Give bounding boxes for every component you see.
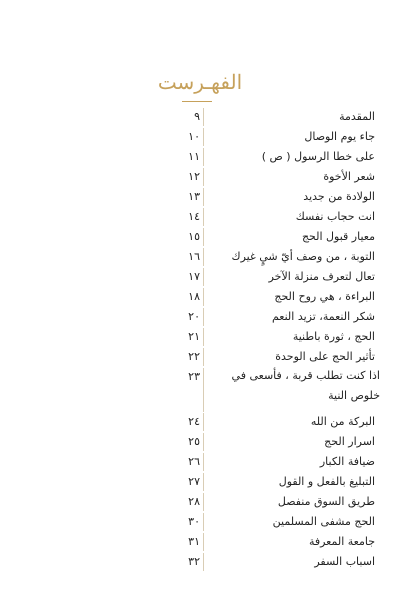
toc-entry-label: اذا كنت تطلب قربة ، فأسعى في خلوص النية bbox=[231, 369, 380, 402]
toc-entry-label: على خطا الرسول ( ص ) bbox=[261, 150, 375, 163]
toc-entry-label: تأثير الحج على الوحدة bbox=[275, 350, 375, 363]
toc-entry[interactable] bbox=[0, 268, 400, 286]
toc-entry[interactable] bbox=[0, 148, 400, 166]
toc-entry[interactable] bbox=[0, 128, 400, 146]
toc-entry-label: شكر النعمة، تزيد النعم bbox=[271, 310, 375, 323]
toc-entry-label: التبليغ بالفعل و القول bbox=[278, 475, 375, 488]
toc-separator bbox=[203, 108, 204, 126]
toc-page-number: ١٠ bbox=[188, 130, 200, 143]
toc-page-number: ١٥ bbox=[188, 230, 200, 243]
toc-entry-label: الحج ، ثورة باطنية bbox=[292, 330, 375, 343]
toc-entry[interactable] bbox=[0, 108, 400, 126]
toc-entry-label: الولادة من جديد bbox=[303, 190, 375, 203]
toc-separator bbox=[203, 328, 204, 346]
toc-entry-label: معيار قبول الحج bbox=[301, 230, 375, 243]
toc-page-number: ٢٢ bbox=[188, 350, 200, 363]
toc-separator bbox=[203, 473, 204, 491]
toc-separator bbox=[203, 348, 204, 366]
toc-separator bbox=[203, 288, 204, 306]
toc-entry-label: البراءة ، هي روح الحج bbox=[274, 290, 375, 303]
toc-page-number: ١٧ bbox=[188, 270, 200, 283]
toc-page-number: ٢١ bbox=[188, 330, 200, 343]
toc-page-number: ٢٣ bbox=[188, 370, 200, 383]
toc-separator bbox=[203, 433, 204, 451]
toc-separator bbox=[203, 188, 204, 206]
toc-entry[interactable] bbox=[0, 208, 400, 226]
toc-separator bbox=[203, 148, 204, 166]
toc-separator bbox=[203, 413, 204, 431]
toc-page-number: ٢٥ bbox=[188, 435, 200, 448]
toc-page-number: ٣٠ bbox=[188, 515, 200, 528]
toc-entry-label: التوبة ، من وصف أيّ شيٍ غيرك bbox=[231, 250, 375, 263]
toc-page-number: ١٣ bbox=[188, 190, 200, 203]
toc-entry[interactable] bbox=[0, 533, 400, 551]
toc-separator bbox=[203, 308, 204, 326]
toc-page-number: ٢٦ bbox=[188, 455, 200, 468]
toc-page-number: ١٤ bbox=[188, 210, 200, 223]
toc-entry-label: البركة من الله bbox=[310, 415, 375, 428]
toc-entry[interactable] bbox=[0, 308, 400, 326]
toc-page-number: ٢٨ bbox=[188, 495, 200, 508]
toc-entry-label: تعال لتعرف منزلة الآخر bbox=[268, 270, 375, 283]
toc-title: الفهـرست bbox=[157, 70, 243, 94]
toc-entry-label: الحج مشفى المسلمين bbox=[272, 515, 375, 528]
toc-page-number: ٢٠ bbox=[188, 310, 200, 323]
toc-entry[interactable] bbox=[0, 228, 400, 246]
toc-entry[interactable] bbox=[0, 433, 400, 451]
toc-entry[interactable] bbox=[0, 493, 400, 511]
toc-separator bbox=[203, 128, 204, 146]
toc-entry-label: طريق السوق منفصل bbox=[277, 495, 375, 508]
toc-entry[interactable] bbox=[0, 553, 400, 571]
toc-separator bbox=[203, 493, 204, 511]
toc-page-number: ١٢ bbox=[188, 170, 200, 183]
toc-entry[interactable] bbox=[0, 188, 400, 206]
toc-entry-label: اسرار الحج bbox=[324, 435, 375, 448]
toc-separator bbox=[203, 248, 204, 266]
toc-entry-label: اسباب السفر bbox=[314, 555, 375, 568]
toc-entry[interactable] bbox=[0, 348, 400, 366]
toc-separator bbox=[203, 513, 204, 531]
toc-entry-label: جامعة المعرفة bbox=[308, 535, 375, 548]
toc-page-number: ١١ bbox=[188, 150, 200, 163]
toc-page-number: ٣٢ bbox=[188, 555, 200, 568]
toc-page-number: ٢٧ bbox=[188, 475, 200, 488]
title-underline bbox=[182, 101, 212, 102]
toc-entry-label: شعر الأخوة bbox=[323, 170, 375, 183]
toc-entry[interactable] bbox=[0, 368, 400, 412]
toc-entry[interactable] bbox=[0, 288, 400, 306]
toc-entry-label: ضيافة الكبار bbox=[319, 455, 375, 468]
toc-separator bbox=[203, 533, 204, 551]
toc-separator bbox=[203, 553, 204, 571]
toc-page-number: ٣١ bbox=[188, 535, 200, 548]
toc-entry-label: جاء يوم الوصال bbox=[304, 130, 375, 143]
toc-entry[interactable] bbox=[0, 328, 400, 346]
toc-separator bbox=[203, 228, 204, 246]
toc-page-number: ٢٤ bbox=[188, 415, 200, 428]
toc-entry[interactable] bbox=[0, 473, 400, 491]
toc-page-number: ٩ bbox=[194, 110, 200, 123]
toc-separator bbox=[203, 268, 204, 286]
toc-entry[interactable] bbox=[0, 168, 400, 186]
toc-page-number: ١٨ bbox=[188, 290, 200, 303]
toc-separator bbox=[203, 168, 204, 186]
toc-entry-label: المقدمة bbox=[339, 110, 375, 123]
toc-entry[interactable] bbox=[0, 513, 400, 531]
toc-separator bbox=[203, 208, 204, 226]
toc-separator bbox=[203, 368, 204, 412]
toc-entry[interactable] bbox=[0, 413, 400, 431]
toc-separator bbox=[203, 453, 204, 471]
toc-entry[interactable] bbox=[0, 248, 400, 266]
toc-entry[interactable] bbox=[0, 453, 400, 471]
toc-page-number: ١٦ bbox=[188, 250, 200, 263]
toc-entry-label: انت حجاب نفسك bbox=[295, 210, 375, 223]
